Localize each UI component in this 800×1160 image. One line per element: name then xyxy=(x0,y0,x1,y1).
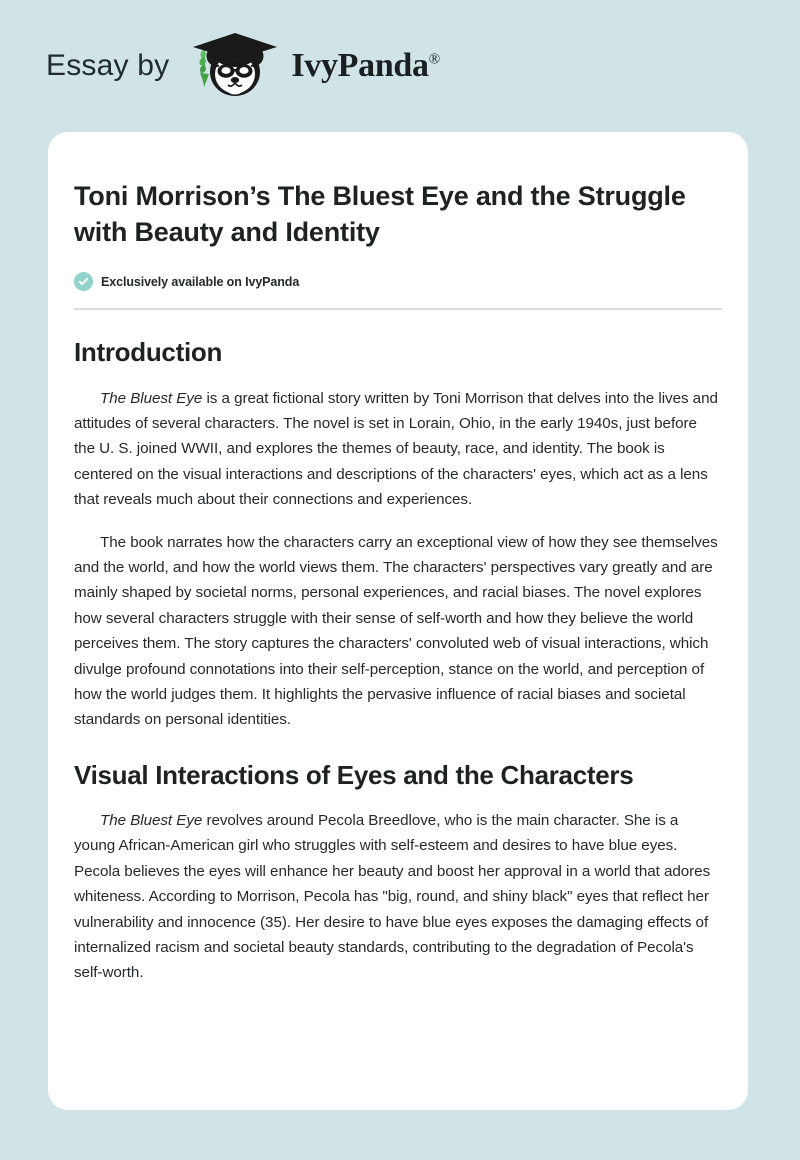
section-heading-visual-interactions: Visual Interactions of Eyes and the Characters xyxy=(74,759,634,790)
paragraph-italic-lead: The Bluest Eye xyxy=(100,812,203,829)
essay-card xyxy=(48,132,748,1110)
paragraph-text: revolves around Pecola Breedlove, who is the main character. She is a young African-American girl who struggles with self-esteem and desires to have blue eyes. Pecola believes the eyes will enhance her beauty and boost her approval in a world that adores whiteness. According to Morrison, Pecola has "big, round, and shiny black" eyes that reflect her vulnerability and innocence (35). Her desire to have blue eyes exposes the damaging effects of internalized racism and societal beauty standards, contributing to the degradation of Pecola's self-worth. xyxy=(74,812,711,982)
registered-trademark-icon: ® xyxy=(428,51,440,68)
paragraph xyxy=(74,808,722,986)
panda-graduate-logo-icon xyxy=(187,29,283,103)
paragraph-italic-lead: The Bluest Eye xyxy=(100,389,203,407)
ivypanda-wordmark xyxy=(291,49,440,83)
availability-badge xyxy=(74,272,722,291)
paragraph-text: The book narrates how the characters carry an exceptional view of how they see themselves and the world, and how the world views them. The characters' perspectives vary greatly and are mainly shaped by societal norms, personal experiences, and racial biases. The novel explores how several characters struggle with their sense of self-worth and how they believe the world perceives them. The story captures the characters' convoluted web of visual interactions, which divulge profound connotations into their self-perception, stance on the world, and perception of how the world judges them. It highlights the pervasive influence of racial biases and societal standards on personal identities. xyxy=(74,533,718,729)
brand-header xyxy=(0,0,800,132)
essay-by-label: Essay by xyxy=(46,49,170,82)
title-divider xyxy=(74,308,722,310)
check-circle-icon xyxy=(74,272,93,291)
ivypanda-logo[interactable] xyxy=(187,29,440,103)
paragraph xyxy=(74,530,722,733)
paragraph-text: is a great fictional story written by Toni Morrison that delves into the lives and attitudes of several characters. The novel is set in Lorain, Ohio, in the early 1940s, just before the U. S. joined WWII, and explores the themes of beauty, race, and identity. The book is centered on the visual interactions and descriptions of the characters' eyes, which act as a lens that reveals much about their connections and experiences. xyxy=(74,389,718,509)
availability-badge-label: Exclusively available on IvyPanda xyxy=(101,274,300,289)
section-heading-introduction: Introduction xyxy=(74,337,223,368)
page-title: Toni Morrison’s The Bluest Eye and the Struggle with Beauty and Identity xyxy=(74,181,686,248)
brand-name-text: IvyPanda xyxy=(291,47,429,84)
paragraph xyxy=(74,386,722,513)
